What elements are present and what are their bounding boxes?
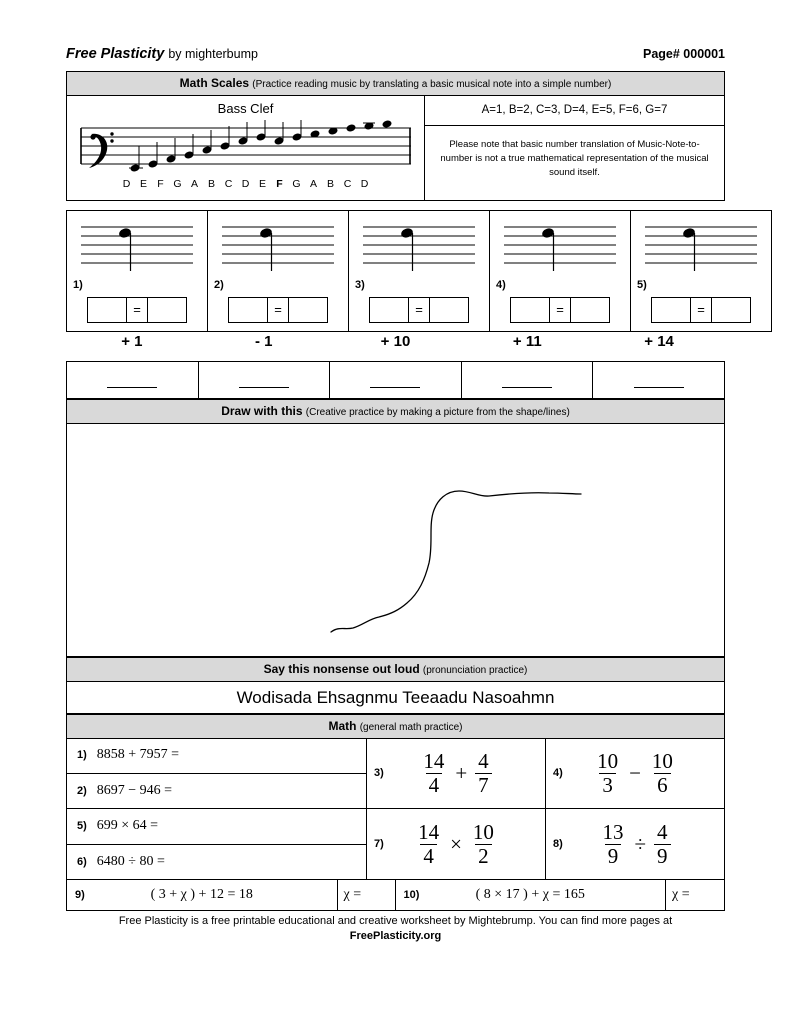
question-number: 3) (355, 279, 365, 291)
numerator: 14 (418, 820, 440, 845)
bass-clef-panel (67, 95, 425, 200)
fraction-expression (599, 821, 670, 866)
fraction-a (415, 821, 442, 866)
note-final-answer-cell[interactable] (198, 361, 330, 399)
nonsense-subtitle: (pronunciation practice) (422, 665, 528, 676)
note-letter: C (224, 178, 233, 190)
note-letter: C (343, 178, 352, 190)
answer-boxes (490, 297, 630, 323)
math-header (66, 714, 725, 739)
draw-header (66, 399, 725, 424)
note-question-cell (489, 210, 630, 332)
algebra-answer-field[interactable]: χ = (338, 880, 396, 910)
draw-subtitle: (Creative practice by making a picture from the shape/lines) (305, 407, 570, 418)
note-answer-row (66, 361, 725, 399)
brand-byline: by mighterbump (168, 47, 258, 61)
fraction-problem-row (367, 738, 724, 809)
mini-staff (363, 221, 475, 273)
numerator: 4 (657, 820, 668, 845)
fraction-expression (594, 750, 676, 795)
answer-input-right[interactable] (570, 297, 610, 323)
algebra-row (66, 880, 725, 911)
problem-number: 6) (77, 855, 87, 868)
math-scales-subtitle: (Practice reading music by translating a basic musical note into a simple number) (252, 79, 612, 90)
problem-number: 9) (75, 889, 85, 901)
answer-line (634, 387, 684, 388)
math-problem-row[interactable] (67, 738, 366, 774)
problem-number: 3) (374, 767, 384, 779)
nonsense-title: Say this nonsense out loud (263, 662, 420, 676)
problem-number: 4) (553, 767, 563, 779)
note-letter: D (360, 178, 369, 190)
footer-site[interactable]: FreePlasticity.org (349, 930, 442, 943)
equals-sign: = (550, 297, 570, 323)
mini-staff-svg (645, 221, 757, 273)
problem-number: 5) (77, 820, 87, 833)
mini-staff (81, 221, 193, 273)
denominator: 7 (475, 773, 492, 796)
fraction-a (594, 750, 621, 795)
denominator: 9 (654, 844, 671, 867)
question-number: 2) (214, 279, 224, 291)
note-letter: G (292, 178, 301, 190)
fraction-b (649, 750, 676, 795)
mini-staff (645, 221, 757, 273)
problem-number: 2) (77, 784, 87, 797)
problem-number: 10) (403, 889, 420, 901)
fraction-a (599, 821, 626, 866)
equals-sign: = (409, 297, 429, 323)
mini-staff (222, 221, 334, 273)
math-scales-title: Math Scales (179, 76, 250, 90)
fraction-a (420, 750, 447, 795)
answer-boxes (631, 297, 771, 323)
note-question-cell (207, 210, 348, 332)
answer-boxes (349, 297, 489, 323)
note-questions-row (66, 210, 725, 332)
note-legend: A=1, B=2, C=3, D=4, E=5, F=6, G=7 (425, 95, 724, 126)
problem-text: 699 × 64 = (96, 818, 159, 834)
answer-line (239, 387, 289, 388)
note-letter: B (326, 178, 334, 190)
draw-title: Draw with this (221, 404, 303, 418)
answer-input-left[interactable] (228, 297, 268, 323)
bass-clef-icon (89, 132, 114, 168)
equals-sign: = (691, 297, 711, 323)
math-scales-header (66, 71, 725, 96)
note-letter: D (241, 178, 250, 190)
note-operation: - 1 (254, 333, 273, 350)
numerator: 14 (423, 749, 445, 774)
math-problem-row[interactable] (67, 809, 366, 845)
fraction-operator: × (450, 831, 462, 856)
problem-number: 8) (553, 838, 563, 850)
question-number: 1) (73, 279, 83, 291)
mini-staff-svg (504, 221, 616, 273)
fraction-b (470, 821, 497, 866)
algebra-expression: ( 3 + χ ) + 12 = 18 (150, 887, 253, 902)
note-operation: + 11 (512, 333, 542, 350)
answer-input-right[interactable] (288, 297, 328, 323)
fraction-problem-row (367, 809, 724, 879)
equals-sign: = (127, 297, 147, 323)
fraction-b (475, 750, 492, 795)
fraction-expression (415, 821, 497, 866)
problem-text: 6480 ÷ 80 = (96, 853, 165, 869)
answer-input-right[interactable] (711, 297, 751, 323)
algebra-problem (396, 880, 667, 910)
scales-disclaimer: Please note that basic number translation of Music-Note-to-number is not a true mathematical representation of the musical sound itself. (440, 139, 709, 178)
note-question-cell (630, 210, 772, 332)
answer-input-left[interactable] (369, 297, 409, 323)
mini-staff-svg (363, 221, 475, 273)
staff-svg (77, 120, 415, 176)
math-scales-body (66, 95, 725, 201)
clef-title: Bass Clef (217, 101, 274, 116)
denominator: 2 (475, 844, 492, 867)
math-problem-row[interactable] (67, 774, 366, 810)
math-left-column (67, 738, 367, 879)
question-number: 5) (637, 279, 647, 291)
fraction-problem-cell[interactable] (367, 738, 546, 808)
fraction-b (654, 821, 671, 866)
problem-text: 8858 + 7957 = (96, 747, 180, 763)
math-subtitle: (general math practice) (359, 722, 463, 733)
answer-line (107, 387, 157, 388)
draw-squiggle (67, 423, 724, 655)
fraction-operator: − (629, 760, 641, 785)
fraction-operator: + (455, 760, 468, 785)
fraction-expression (420, 750, 491, 795)
mini-staff-svg (222, 221, 334, 273)
answer-boxes (67, 297, 207, 323)
numerator: 10 (651, 749, 673, 774)
note-letter: E (258, 178, 266, 190)
algebra-expression: ( 8 × 17 ) + χ = 165 (475, 887, 585, 902)
nonsense-phrase: Wodisada Ehsagnmu Teeaadu Nasoahmn (66, 681, 725, 714)
note-letter: E (139, 178, 147, 190)
note-letter: B (207, 178, 215, 190)
note-final-answer-cell[interactable] (66, 361, 198, 399)
note-letter: F (276, 178, 283, 190)
scales-info-panel (425, 95, 724, 200)
equals-sign: = (268, 297, 288, 323)
answer-input-right[interactable] (147, 297, 187, 323)
math-body (66, 738, 725, 880)
numerator: 13 (602, 820, 624, 845)
note-operation: + 10 (380, 333, 411, 350)
denominator: 4 (426, 773, 443, 796)
note-letter: D (122, 178, 131, 190)
math-title: Math (328, 719, 357, 733)
problem-text: 8697 − 946 = (96, 782, 173, 798)
fraction-problem-cell[interactable] (367, 809, 546, 879)
algebra-answer-field[interactable]: χ = (672, 887, 690, 902)
fraction-problem-cell[interactable] (546, 809, 724, 879)
note-question-cell (348, 210, 489, 332)
brand-block (66, 46, 258, 62)
problem-number: 7) (374, 838, 384, 850)
denominator: 3 (599, 773, 616, 796)
answer-line (502, 387, 552, 388)
note-question-cell (66, 210, 207, 332)
note-letter: A (190, 178, 198, 190)
note-operation: + 14 (644, 333, 674, 350)
algebra-problem (67, 880, 338, 910)
denominator: 9 (605, 844, 622, 867)
math-problem-row[interactable] (67, 845, 366, 880)
answer-input-right[interactable] (429, 297, 469, 323)
footer-line: Free Plasticity is a free printable educational and creative worksheet by Mightebrump. You can find more pages at (118, 915, 673, 927)
bass-clef-staff (77, 120, 414, 176)
answer-input-left[interactable] (87, 297, 127, 323)
note-letter: A (309, 178, 317, 190)
note-operation: + 1 (121, 333, 143, 350)
note-letter-row (67, 178, 424, 190)
numerator: 4 (478, 749, 489, 774)
mini-staff (504, 221, 616, 273)
page-number: Page# 000001 (642, 47, 725, 61)
problem-number: 1) (77, 749, 87, 762)
note-letter: G (173, 178, 182, 190)
note-final-answer-cell[interactable] (461, 361, 593, 399)
numerator: 10 (597, 749, 619, 774)
mini-staff-svg (81, 221, 193, 273)
note-operations-row (66, 333, 725, 357)
note-letter: F (157, 178, 164, 190)
nonsense-header (66, 657, 725, 682)
page-header (66, 46, 725, 62)
brand-title: Free Plasticity (66, 46, 165, 62)
fraction-problem-cell[interactable] (546, 738, 724, 808)
answer-line (370, 387, 420, 388)
note-final-answer-cell[interactable] (329, 361, 461, 399)
numerator: 10 (472, 820, 494, 845)
denominator: 6 (654, 773, 671, 796)
denominator: 4 (420, 844, 437, 867)
answer-input-left[interactable] (510, 297, 550, 323)
question-number: 4) (496, 279, 506, 291)
math-fraction-column (367, 738, 724, 879)
answer-input-left[interactable] (651, 297, 691, 323)
note-final-answer-cell[interactable] (592, 361, 725, 399)
draw-canvas[interactable] (66, 423, 725, 657)
answer-boxes (208, 297, 348, 323)
page-footer (66, 914, 725, 945)
fraction-operator: ÷ (634, 831, 647, 856)
